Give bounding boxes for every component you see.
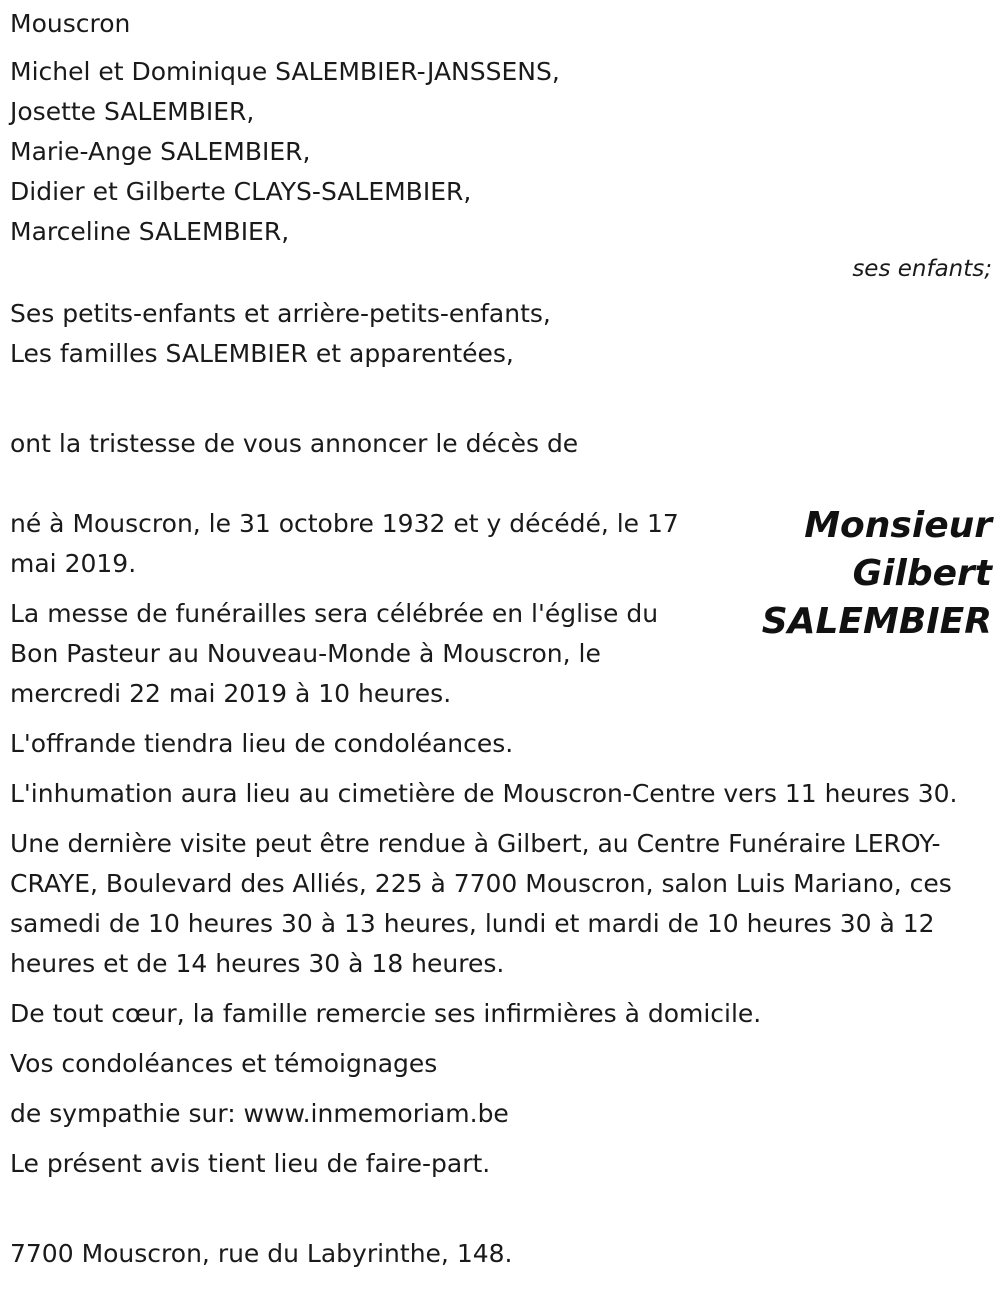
deceased-last-name: SALEMBIER [761,601,992,642]
family-line: Les familles SALEMBIER et apparentées, [10,339,514,368]
child-name: Marceline SALEMBIER, [10,217,290,246]
child-name: Josette SALEMBIER, [10,97,255,126]
child-name: Marie-Ange SALEMBIER, [10,137,311,166]
deceased-name [732,502,992,646]
children-list [10,52,992,252]
funeral-mass-text: La messe de funérailles sera célébrée en l'église du Bon Pasteur au Nouveau-Monde à Mouscron, le mercredi 22 mai 2019 à 10 heures. [10,599,659,708]
thanks-text: De tout cœur, la famille remercie ses infirmières à domicile. [10,999,762,1028]
condolences-text-1: Vos condoléances et témoignages [10,1049,438,1078]
family-line: Ses petits-enfants et arrière-petits-enfants, [10,299,551,328]
deceased-section [10,504,992,714]
visit-text: Une dernière visite peut être rendue à Gilbert, au Centre Funéraire LEROY-CRAYE, Boulevard des Alliés, 225 à 7700 Mouscron, salon Luis Mariano, ces samedi de 10 heures 30 à 13 heures, lundi et mardi de 10 heures 30 à 12 heures et de 14 heures 30 à 18 heures. [10,829,952,978]
burial-text: L'inhumation aura lieu au cimetière de Mouscron-Centre vers 11 heures 30. [10,779,958,808]
home-address: 7700 Mouscron, rue du Labyrinthe, 148. [10,1239,513,1268]
notice-text: Le présent avis tient lieu de faire-part. [10,1149,491,1178]
child-name: Didier et Gilberte CLAYS-SALEMBIER, [10,177,472,206]
birth-death-text: né à Mouscron, le 31 octobre 1932 et y décédé, le 17 mai 2019. [10,509,679,578]
offering-text: L'offrande tiendra lieu de condoléances. [10,729,514,758]
extended-family [10,294,992,374]
child-name: Michel et Dominique SALEMBIER-JANSSENS, [10,57,560,86]
deceased-title: Monsieur [804,505,992,546]
announcement-text: ont la tristesse de vous annoncer le décès de [10,429,579,458]
city-heading: Mouscron [10,9,131,38]
condolences-text-2: de sympathie sur: www.inmemoriam.be [10,1099,509,1128]
deceased-first-name: Gilbert [852,553,992,594]
obituary-notice [10,4,992,1274]
children-role: ses enfants; [852,256,992,282]
